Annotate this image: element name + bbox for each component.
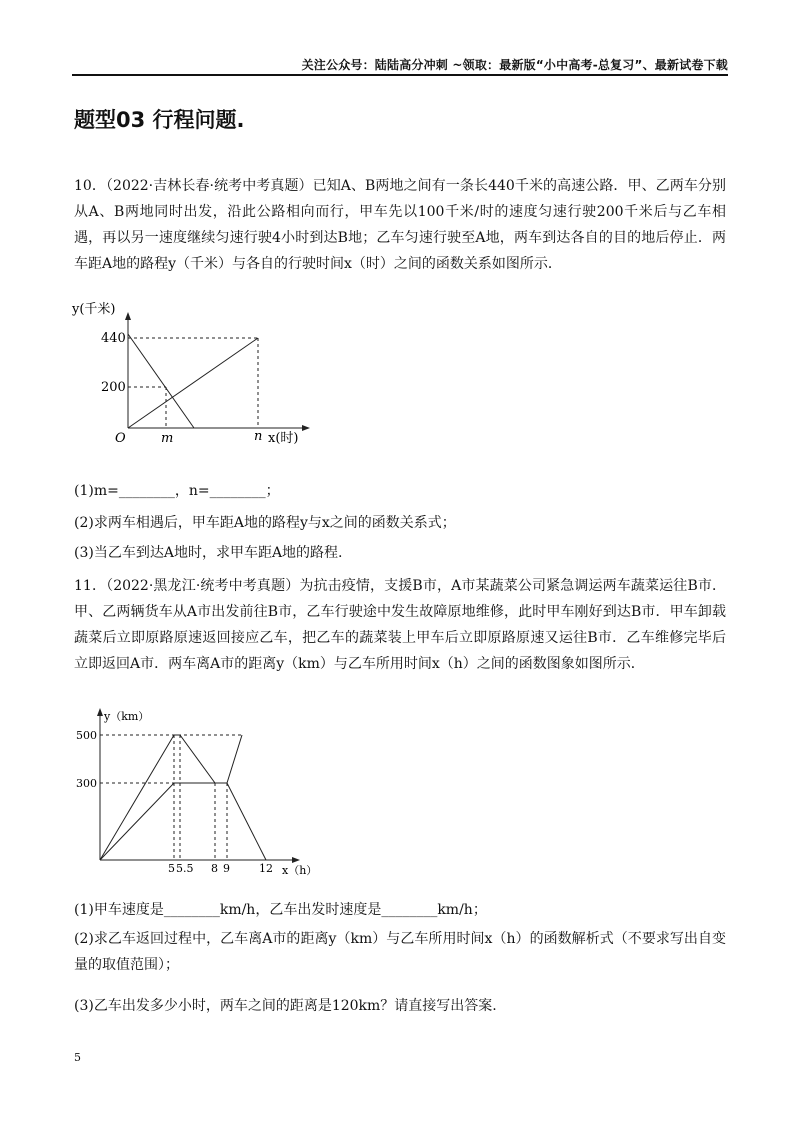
- tick-200: 200: [101, 380, 126, 395]
- problem-10-question-1: (1)m=________，n=________；: [74, 483, 280, 499]
- problem-10-stem: 10．（2022·吉林长春·统考中考真题）已知A、B两地之间有一条长440千米的高速公路．甲、乙两车分别从A、B两地同时出发，沿此公路相向而行，甲车先以100千米/时的速度匀速行驶200千米后与乙车相遇，再以另一速度继续匀速行驶4小时到达B地；乙车匀速行驶至A地，两车到达各自的目的地后停止．两车距A地的路程y（千米）与各自的行驶时间x（时）之间的函数关系如图所示．: [74, 178, 726, 272]
- y-axis-label: y(千米): [72, 302, 116, 317]
- y-axis-label: y（km）: [104, 710, 150, 723]
- tick-m: m: [161, 431, 174, 446]
- car-jia-line: [128, 338, 258, 428]
- problem-11-question-3: (3)乙车出发多少小时，两车之间的距离是120km？请直接写出答案.: [74, 998, 497, 1014]
- problem-10-graph: [70, 294, 330, 458]
- problem-11-question-2: (2)求乙车返回过程中，乙车离A市的距离y（km）与乙车所用时间x（h）的函数解析式（不要求写出自变量的取值范围）；: [74, 931, 726, 973]
- tick-440: 440: [101, 331, 126, 346]
- car-jia-line: [100, 735, 242, 860]
- x-axis-label: x（h）: [282, 864, 318, 877]
- problem-11-question-1: (1)甲车速度是________km/h，乙车出发时速度是________km/h；: [74, 902, 487, 918]
- car-yi-line: [128, 334, 194, 428]
- page-number: 5: [74, 1051, 81, 1064]
- car-yi-line: [100, 783, 266, 860]
- section-title: 题型03 行程问题.: [74, 108, 245, 132]
- problem-11-stem: 11．（2022·黑龙江·统考中考真题）为抗击疫情，支援B市，A市某蔬菜公司紧急调运两车蔬菜运往B市．甲、乙两辆货车从A市出发前往B市，乙车行驶途中发生故障原地维修，此时甲车刚好到达B市．甲车卸载蔬菜后立即原路原速返回接应乙车，把乙车的蔬菜装上甲车后立即原路原速又运往B市．乙车维修完毕后立即返回A市．两车离A市的距离y（km）与乙车所用时间x（h）之间的函数图象如图所示．: [74, 578, 726, 672]
- problem-11-graph: [72, 702, 322, 882]
- page-header: 关注公众号：陆陆高分冲刺 ~领取：最新版“小中高考-总复习”、最新试卷下载: [301, 58, 728, 72]
- header-rule: [72, 74, 728, 76]
- origin-label: O: [115, 431, 126, 446]
- problem-10-question-3: (3)当乙车到达A地时，求甲车距A地的路程.: [74, 545, 343, 561]
- x-axis-label: x(时): [268, 431, 299, 446]
- tick-5: 5: [168, 862, 175, 875]
- tick-300: 300: [76, 777, 97, 790]
- tick-9: 9: [223, 862, 230, 875]
- tick-n: n: [254, 429, 263, 444]
- tick-8: 8: [211, 862, 218, 875]
- tick-12: 12: [259, 862, 273, 875]
- tick-500: 500: [76, 729, 97, 742]
- tick-5-5: 5.5: [176, 862, 194, 875]
- problem-10-question-2: (2)求两车相遇后，甲车距A地的路程y与x之间的函数关系式；: [74, 515, 456, 531]
